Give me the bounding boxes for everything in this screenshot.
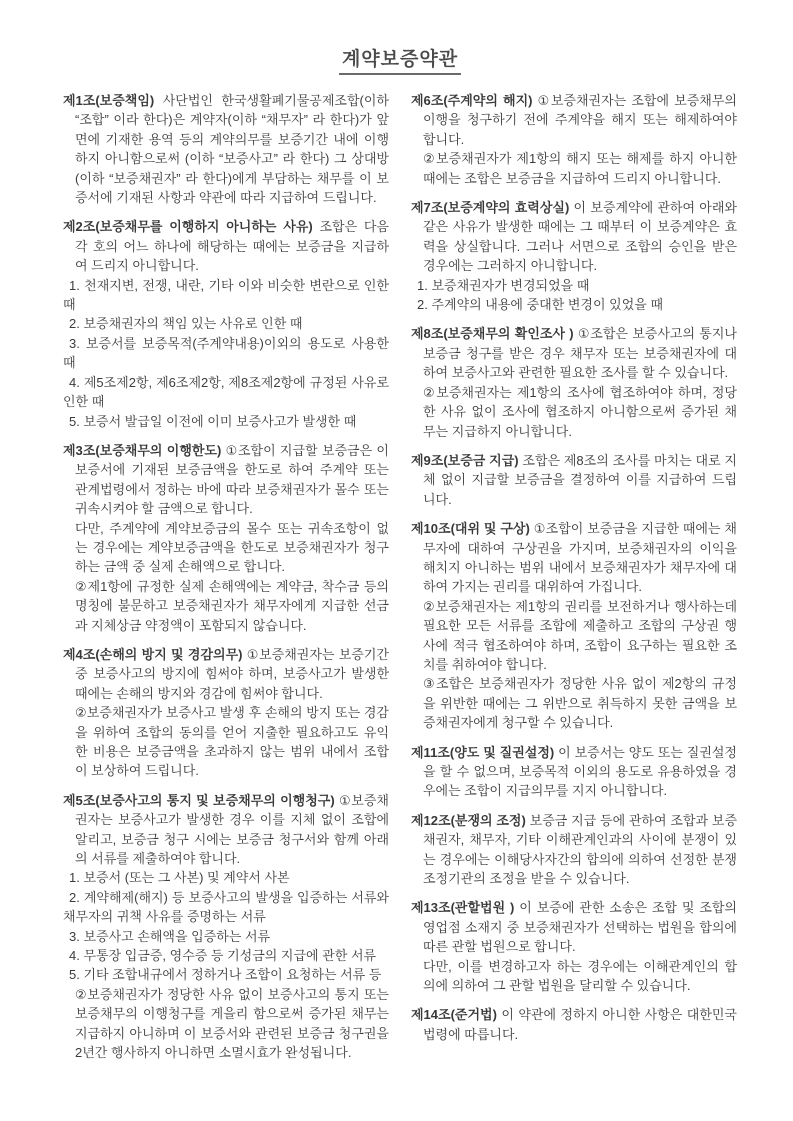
article bbox=[63, 441, 389, 635]
article-paragraph: 다만, 이를 변경하고자 하는 경우에는 이해관계인의 합의에 의하여 그 관할 법원을 달리할 수 있습니다. bbox=[423, 958, 737, 994]
article-lead-text: ①보증채권자는 보증사고가 발생한 경우 이를 지체 없이 조합에 알리고, 보증금 청구 시에는 보증금 청구서와 함께 아래의 서류를 제출하여야 합니다. bbox=[75, 792, 389, 867]
article-lead-paragraph bbox=[63, 217, 389, 275]
article-lead-paragraph bbox=[411, 198, 737, 276]
article-paragraph: ②보증채권자는 제1항의 권리를 보전하거나 행사하는데 필요한 모든 서류를 조합에 제출하고 조합의 구상권 행사에 적극 협조하여야 하며, 조합이 요구하는 필요한 조치를 취하여야 합니다. bbox=[423, 598, 737, 672]
article-list-item: 2. 주계약의 내용에 중대한 변경이 있었을 때 bbox=[417, 297, 663, 313]
article-list-item: 5. 보증서 발급일 이전에 이미 보증사고가 발생한 때 bbox=[69, 413, 357, 429]
article-lead-text: 이 보증계약에 관하여 아래와 같은 사유가 발생한 때에는 그 때부터 이 보증계약은 효력을 상실합니다. 그러나 서면으로 조합의 승인을 받은 경우에는 그러하지 아니합니다. bbox=[423, 200, 737, 274]
article-lead-paragraph bbox=[63, 645, 389, 703]
article-list-item: 2. 보증채권자의 책임 있는 사유로 인한 때 bbox=[69, 316, 303, 332]
article-lead-text: 이 보증서는 양도 또는 질권설정을 할 수 없으며, 보증목적 이외의 용도로 유용하였을 경우에는 조합이 지급의무를 지지 아니합니다. bbox=[423, 744, 737, 799]
article-list-item: 4. 제5조제2항, 제6조제2항, 제8조제2항에 규정된 사유로 인한 때 bbox=[63, 374, 389, 410]
article-lead-text: 이 약관에 정하지 아니한 사항은 대한민국 법령에 따릅니다. bbox=[423, 1007, 737, 1042]
article-lead-text: 조합은 제8조의 조사를 마치는 대로 지체 없이 지급할 보증금을 결정하여 이를 지급하여 드립니다. bbox=[423, 452, 737, 507]
article bbox=[411, 451, 737, 509]
article-lead-text: 보증금 지급 등에 관하여 조합과 보증채권자, 채무자, 기타 이해관계인과의 사이에 분쟁이 있는 경우에는 이해당사자간의 합의에 의하여 선정한 분쟁조정기관의 조정을 받을 수 있습니다. bbox=[423, 812, 737, 887]
article-paragraph: ②보증채권자가 정당한 사유 없이 보증사고의 통지 또는 보증채무의 이행청구를 게을리 함으로써 증가된 채무는 지급하지 아니하며 이 보증서와 관련된 보증금 청구권을 2년간 행사하지 아니하면 소멸시효가 완성됩니다. bbox=[75, 986, 389, 1061]
article-lead-paragraph bbox=[411, 811, 737, 889]
article-lead-text: 사단법인 한국생활폐기물공제조합(이하 “조합” 이라 한다)은 계약자(이하 “채무자” 라 한다)가 앞면에 기재한 용역 등의 계약의무를 보증기간 내에 이행하지 아니함으로써 (이하 “보증사고” 라 한다) 그 상대방 (이하 “보증채권자” 라 한다)에게 부담하는 채무를 이 보증서에 기재된 사항과 약관에 따라 지급하여 드립니다. bbox=[75, 93, 389, 206]
article-list-item: 1. 천재지변, 전쟁, 내란, 기타 이와 비슷한 변란으로 인한 때 bbox=[63, 277, 389, 313]
article-list-item: 1. 보증채권자가 변경되었을 때 bbox=[417, 277, 590, 293]
article-list-item: 2. 계약해제(해지) 등 보증사고의 발생을 입증하는 서류와 채무자의 귀책 사유를 증명하는 서류 bbox=[63, 889, 389, 925]
article-lead-text: ①조합이 지급할 보증금은 이 보증서에 기재된 보증금액을 한도로 하여 주계약 또는 관계법령에서 정하는 바에 따라 보증채권자가 몰수 또는 귀속시켜야 할 금액으로 합니다. bbox=[75, 442, 389, 517]
right-column bbox=[411, 91, 737, 1073]
article bbox=[411, 519, 737, 732]
article-lead-paragraph bbox=[411, 519, 737, 597]
article-list-item: 3. 보증서를 보증목적(주계약내용)이외의 용도로 사용한 때 bbox=[63, 335, 389, 371]
article-heading: 제4조(손해의 방지 및 경감의무) bbox=[63, 646, 243, 662]
article-list-item: 3. 보증사고 손해액을 입증하는 서류 bbox=[69, 928, 271, 944]
article-list-item: 1. 보증서 (또는 그 사본) 및 계약서 사본 bbox=[69, 870, 290, 886]
article-paragraph: ③조합은 보증채권자가 정당한 사유 없이 제2항의 규정을 위반한 때에는 그 위반으로 취득하지 못한 금액을 보증채권자에게 청구할 수 있습니다. bbox=[423, 676, 737, 731]
article-list-item: 5. 기타 조합내규에서 정하거나 조합이 요청하는 서류 등 bbox=[69, 967, 382, 983]
article-lead-paragraph bbox=[63, 791, 389, 869]
article-lead-text: ①조합이 보증금을 지급한 때에는 채무자에 대하여 구상권을 가지며, 보증채권자의 이익을 해치지 아니하는 범위 내에서 보증채권자가 채무자에 대하여 가지는 권리를 대위하여 가집니다. bbox=[423, 521, 737, 595]
document-title: 계약보증약관 bbox=[339, 44, 461, 75]
article bbox=[411, 1005, 737, 1044]
article-lead-paragraph bbox=[63, 91, 389, 207]
article-heading: 제8조(보증채무의 확인조사 ) bbox=[411, 326, 574, 342]
article bbox=[63, 791, 389, 1063]
article-lead-paragraph bbox=[63, 441, 389, 519]
article-lead-paragraph bbox=[411, 898, 737, 956]
article-heading: 제10조(대위 및 구상) bbox=[411, 521, 530, 537]
article-lead-paragraph bbox=[411, 324, 737, 382]
article bbox=[411, 811, 737, 889]
article-lead-text: ①조합은 보증사고의 통지나 보증금 청구를 받은 경우 채무자 또는 보증채권자에 대하여 보증사고와 관련한 필요한 조사를 할 수 있습니다. bbox=[423, 326, 737, 381]
article-heading: 제5조(보증사고의 통지 및 보증채무의 이행청구) bbox=[63, 792, 335, 808]
article-heading: 제3조(보증채무의 이행한도) bbox=[63, 442, 222, 458]
article-paragraph: ②보증채권자가 제1항의 해지 또는 해제를 하지 아니한 때에는 조합은 보증금을 지급하여 드리지 아니합니다. bbox=[423, 151, 737, 186]
two-column-layout bbox=[63, 91, 737, 1073]
article-heading: 제13조(관할법원 ) bbox=[411, 900, 515, 916]
article bbox=[63, 91, 389, 207]
article-paragraph: ②보증채권자는 제1항의 조사에 협조하여야 하며, 정당한 사유 없이 조사에 협조하지 아니함으로써 증가된 채무는 지급하지 아니합니다. bbox=[423, 384, 737, 439]
article-paragraph: 다만, 주계약에 계약보증금의 몰수 또는 귀속조항이 없는 경우에는 계약보증금액을 한도로 보증채권자가 청구하는 금액 중 실제 손해액으로 합니다. bbox=[75, 520, 389, 575]
article-heading: 제7조(보증계약의 효력상실) bbox=[411, 200, 570, 216]
article-lead-paragraph bbox=[411, 91, 737, 149]
article-heading: 제12조(분쟁의 조정) bbox=[411, 812, 526, 828]
article-lead-paragraph bbox=[411, 451, 737, 509]
article-heading: 제1조(보증책임) bbox=[63, 93, 155, 108]
article-paragraph: ②제1항에 규정한 실제 손해액에는 계약금, 착수금 등의 명칭에 불문하고 보증채권자가 채무자에게 지급한 선금과 지체상금 약정액이 포함되지 않습니다. bbox=[75, 578, 389, 633]
article-heading: 제9조(보증금 지급) bbox=[411, 452, 519, 468]
article-lead-paragraph bbox=[411, 743, 737, 801]
article-paragraph: ②보증채권자가 보증사고 발생 후 손해의 방지 또는 경감을 위하여 조합의 동의를 얻어 지출한 필요하고도 유익한 비용은 보증금액을 초과하지 않는 범위 내에서 조합이 보상하여 드립니다. bbox=[75, 705, 389, 779]
article bbox=[63, 645, 389, 781]
left-column bbox=[63, 91, 389, 1073]
article bbox=[411, 898, 737, 995]
article-heading: 제2조(보증채무를 이행하지 아니하는 사유) bbox=[63, 219, 313, 235]
article-heading: 제11조(양도 및 질권설정) bbox=[411, 744, 555, 760]
article-lead-text: 이 보증에 관한 소송은 조합 및 조합의 영업점 소재지 중 보증채권자가 선택하는 법원을 합의에 따른 관할 법원으로 합니다. bbox=[423, 900, 737, 955]
article-heading: 제14조(준거법) bbox=[411, 1007, 497, 1023]
article-lead-text: ①보증채권자는 조합에 보증채무의 이행을 청구하기 전에 주계약을 해지 또는 해제하여야 합니다. bbox=[423, 93, 737, 147]
article bbox=[411, 198, 737, 314]
article-lead-text: ①보증채권자는 보증기간 중 보증사고의 방지에 힘써야 하며, 보증사고가 발생한 때에는 손해의 방지와 경감에 힘써야 합니다. bbox=[75, 646, 389, 701]
article-lead-paragraph bbox=[411, 1005, 737, 1044]
title-container bbox=[63, 44, 737, 75]
article-lead-text: 조합은 다음 각 호의 어느 하나에 해당하는 때에는 보증금을 지급하여 드리지 아니합니다. bbox=[75, 219, 389, 274]
article bbox=[411, 91, 737, 188]
article bbox=[63, 217, 389, 430]
article bbox=[411, 324, 737, 440]
article bbox=[411, 743, 737, 801]
article-heading: 제6조(주계약의 해지) bbox=[411, 93, 533, 108]
article-list-item: 4. 무통장 입금증, 영수증 등 기성금의 지급에 관한 서류 bbox=[69, 948, 377, 964]
